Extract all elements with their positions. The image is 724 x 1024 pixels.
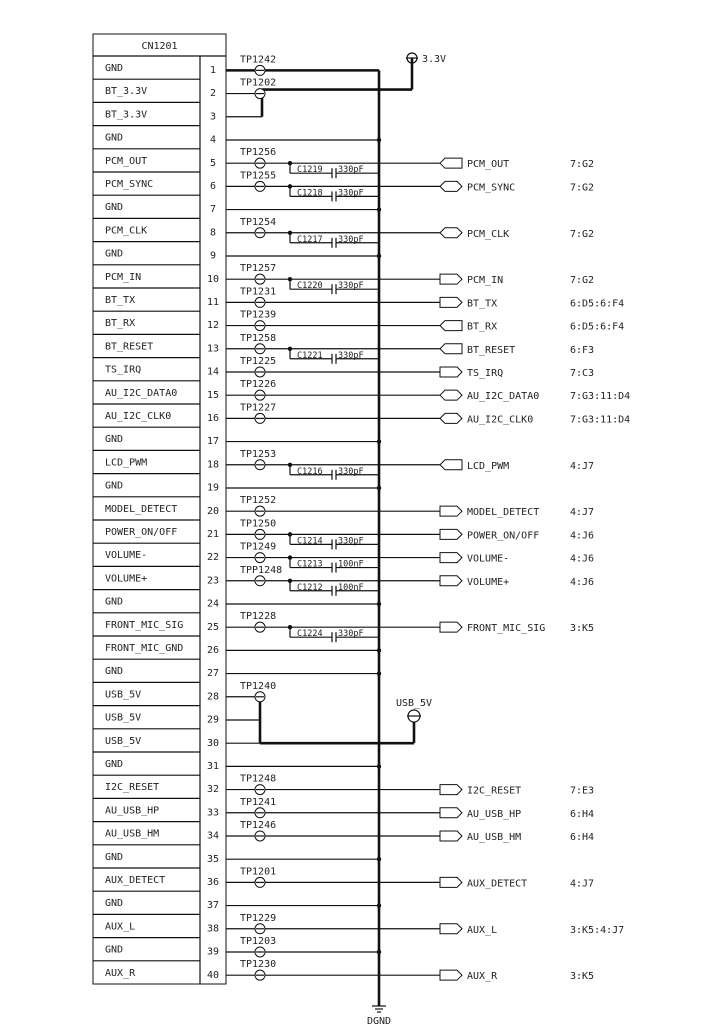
net-port-symbol bbox=[440, 877, 462, 887]
connector-title: CN1201 bbox=[141, 41, 178, 52]
pin-number: 4 bbox=[209, 134, 217, 146]
junction-dot bbox=[377, 857, 381, 861]
net-label: AU_I2C_DATA0 bbox=[467, 391, 540, 403]
pin-signal-label: GND bbox=[105, 434, 124, 446]
sheet-reference: 7:G2 bbox=[570, 275, 595, 287]
net-port-symbol bbox=[440, 274, 462, 284]
pin-number: 22 bbox=[206, 552, 220, 564]
net-port-symbol bbox=[440, 529, 462, 539]
cap-ref: C1220 bbox=[297, 281, 323, 292]
net-label: BT_TX bbox=[467, 298, 498, 310]
net-label: TS_IRQ bbox=[467, 367, 504, 379]
pin-signal-label: PCM_SYNC bbox=[105, 179, 154, 190]
pin-number: 27 bbox=[206, 668, 220, 680]
pin-number: 1 bbox=[209, 65, 217, 76]
pin-number: 33 bbox=[206, 807, 220, 819]
pin-number: 25 bbox=[206, 621, 220, 633]
sheet-reference: 7:G3:11:D4 bbox=[570, 414, 631, 426]
test-point-label: TP1254 bbox=[240, 216, 277, 228]
net-label: PCM_SYNC bbox=[467, 182, 516, 194]
pin-signal-label: VOLUME- bbox=[105, 550, 148, 562]
net-label: POWER_ON/OFF bbox=[467, 530, 540, 542]
cap-ref: C1221 bbox=[297, 350, 323, 361]
net-label: PCM_IN bbox=[467, 275, 504, 287]
pin-number: 20 bbox=[206, 505, 220, 517]
pin-signal-label: TS_IRQ bbox=[105, 364, 142, 376]
sheet-reference: 7:G2 bbox=[570, 159, 595, 171]
cap-ref: C1214 bbox=[297, 536, 323, 547]
test-point-label: TP1252 bbox=[240, 495, 277, 507]
sheet-reference: 4:J7 bbox=[570, 460, 595, 472]
sheet-reference: 6:D5:6:F4 bbox=[570, 298, 625, 310]
pin-number: 32 bbox=[206, 784, 220, 796]
test-point-label: TP1248 bbox=[240, 773, 277, 785]
sheet-reference: 4:J6 bbox=[570, 530, 595, 542]
net-port-symbol bbox=[440, 460, 462, 470]
test-point-label: TP1225 bbox=[240, 355, 277, 367]
test-point-label: TP1241 bbox=[240, 796, 277, 808]
net-label: BT_RX bbox=[467, 321, 498, 333]
pin-number: 30 bbox=[206, 737, 220, 749]
net-label: AUX_L bbox=[467, 924, 498, 936]
junction-dot bbox=[377, 648, 381, 652]
net-port-symbol bbox=[440, 181, 462, 191]
pin-number: 29 bbox=[206, 714, 220, 726]
net-label: VOLUME- bbox=[467, 553, 510, 565]
pin-number: 35 bbox=[206, 853, 220, 865]
sheet-reference: 3:K5 bbox=[570, 623, 595, 635]
net-port-symbol bbox=[440, 297, 462, 307]
cap-ref: C1212 bbox=[297, 582, 323, 593]
cap-ref: C1219 bbox=[297, 165, 323, 176]
cap-value: 330pF bbox=[338, 629, 364, 640]
pin-number: 36 bbox=[206, 877, 220, 888]
net-label: FRONT_MIC_SIG bbox=[467, 623, 546, 635]
sheet-reference: 7:C3 bbox=[570, 367, 595, 379]
test-point-label: TP1250 bbox=[240, 518, 277, 530]
cap-value: 330pF bbox=[338, 466, 364, 477]
pin-signal-label: POWER_ON/OFF bbox=[105, 527, 178, 538]
pin-signal-label: GND bbox=[105, 63, 124, 74]
test-point-label: TP1256 bbox=[240, 147, 277, 159]
net-label: VOLUME+ bbox=[467, 576, 510, 588]
pin-signal-label: AUX_R bbox=[105, 967, 136, 979]
net-port-symbol bbox=[440, 321, 462, 331]
net-port-symbol bbox=[440, 390, 462, 400]
junction-dot bbox=[377, 439, 381, 443]
cap-ref: C1213 bbox=[297, 559, 323, 570]
pin-signal-label: BT_3.3V bbox=[105, 86, 148, 98]
pin-number: 6 bbox=[209, 181, 217, 192]
pin-number: 23 bbox=[206, 575, 220, 587]
test-point-label: TP1255 bbox=[240, 170, 277, 182]
pin-number: 31 bbox=[206, 761, 220, 772]
net-label: AUX_R bbox=[467, 971, 498, 983]
net-port-symbol bbox=[440, 808, 462, 818]
test-point-label: TP1227 bbox=[240, 402, 277, 414]
net-port-symbol bbox=[440, 785, 462, 795]
usb5v-label: USB_5V bbox=[395, 698, 433, 709]
pin-number: 34 bbox=[206, 830, 220, 842]
net-label: MODEL_DETECT bbox=[467, 507, 540, 519]
net-port-symbol bbox=[440, 553, 462, 563]
sheet-reference: 4:J6 bbox=[570, 553, 595, 565]
connector-box bbox=[93, 34, 226, 984]
pin-number: 38 bbox=[206, 923, 220, 935]
test-point-label: TP1246 bbox=[240, 819, 277, 831]
cap-ref: C1218 bbox=[297, 188, 323, 199]
sheet-reference: 6:H4 bbox=[570, 808, 595, 820]
pin-number: 10 bbox=[206, 273, 220, 285]
net-label: PCM_CLK bbox=[467, 228, 510, 240]
net-label: AU_USB_HP bbox=[467, 808, 522, 820]
cap-value: 100nF bbox=[338, 559, 364, 570]
sheet-reference: 4:J7 bbox=[570, 507, 595, 519]
cap-ref: C1217 bbox=[297, 234, 323, 245]
sheet-reference: 3:K5 bbox=[570, 971, 595, 983]
pin-signal-label: GND bbox=[105, 480, 124, 492]
pin-signal-label: GND bbox=[105, 898, 124, 910]
net-port-symbol bbox=[440, 831, 462, 841]
pin-signal-label: GND bbox=[105, 666, 124, 678]
test-point-label: TP1203 bbox=[240, 935, 277, 947]
junction-dot bbox=[377, 950, 381, 954]
sheet-reference: 4:J7 bbox=[570, 878, 595, 890]
pin-signal-label: PCM_CLK bbox=[105, 225, 148, 237]
pin-signal-label: AUX_DETECT bbox=[105, 875, 166, 886]
pin-number: 21 bbox=[206, 529, 220, 540]
pin-number: 39 bbox=[206, 946, 220, 958]
pin-number: 19 bbox=[206, 482, 220, 494]
net-port-symbol bbox=[440, 970, 462, 980]
test-point-label: TP1242 bbox=[240, 54, 277, 66]
test-point-label: TP1202 bbox=[240, 77, 277, 89]
net-label: I2C_RESET bbox=[467, 785, 522, 797]
pin-signal-label: GND bbox=[105, 851, 124, 863]
pin-signal-label: I2C_RESET bbox=[105, 782, 160, 794]
junction-dot bbox=[377, 138, 381, 142]
cap-value: 330pF bbox=[338, 234, 364, 245]
test-point-label: TP1249 bbox=[240, 541, 277, 553]
pin-signal-label: GND bbox=[105, 132, 124, 144]
net-label: LCD_PWM bbox=[467, 460, 510, 472]
pin-number: 8 bbox=[209, 227, 217, 239]
pin-number: 11 bbox=[206, 297, 220, 308]
net-label: AUX_DETECT bbox=[467, 878, 528, 890]
pin-signal-label: BT_3.3V bbox=[105, 109, 148, 121]
pin-signal-label: FRONT_MIC_GND bbox=[105, 643, 184, 654]
test-points bbox=[240, 54, 282, 980]
test-point-label: TP1257 bbox=[240, 263, 277, 275]
sheet-reference: 7:G3:11:D4 bbox=[570, 391, 631, 403]
pin-signal-label: GND bbox=[105, 202, 124, 214]
sheet-reference: 7:G2 bbox=[570, 228, 595, 240]
pin-signal-label: GND bbox=[105, 944, 124, 956]
sheet-reference: 6:F3 bbox=[570, 344, 595, 356]
cap-value: 330pF bbox=[338, 281, 364, 292]
net-port-symbol bbox=[440, 367, 462, 377]
pin-number: 14 bbox=[206, 366, 220, 378]
net-port-symbol bbox=[440, 622, 462, 632]
junction-dot bbox=[377, 207, 381, 211]
test-point-label: TP1226 bbox=[240, 379, 277, 391]
pin-signal-label: AU_I2C_CLK0 bbox=[105, 411, 172, 422]
net-port-symbol bbox=[440, 506, 462, 516]
sheet-reference: 6:H4 bbox=[570, 831, 595, 843]
net-port-symbol bbox=[440, 228, 462, 238]
net-port-symbol bbox=[440, 924, 462, 934]
test-point-label: TP1229 bbox=[240, 912, 277, 924]
net-label: BT_RESET bbox=[467, 344, 516, 356]
pin-signal-label: PCM_IN bbox=[105, 271, 142, 283]
pin-number: 12 bbox=[206, 320, 220, 332]
net-label: AU_USB_HM bbox=[467, 831, 522, 843]
sheet-reference: 7:G2 bbox=[570, 182, 595, 194]
net-label: AU_I2C_CLK0 bbox=[467, 414, 534, 426]
ground-label: DGND bbox=[366, 1016, 392, 1024]
test-point-label: TP1228 bbox=[240, 611, 277, 623]
junction-dot bbox=[377, 764, 381, 768]
pin-signal-label: BT_RESET bbox=[105, 341, 154, 353]
pin-number: 18 bbox=[206, 459, 220, 471]
pin-number: 28 bbox=[206, 691, 220, 703]
test-point-label: TP1230 bbox=[240, 959, 277, 971]
pin-signal-label: AU_USB_HM bbox=[105, 828, 160, 840]
test-point-label: TP1231 bbox=[240, 286, 277, 298]
pin-number: 26 bbox=[206, 645, 220, 656]
test-point-label: TPP1248 bbox=[240, 564, 283, 576]
sheet-reference: 7:E3 bbox=[570, 785, 595, 797]
sheet-reference: 4:J6 bbox=[570, 576, 595, 588]
net-labels bbox=[440, 158, 630, 982]
pin-number: 17 bbox=[206, 436, 220, 448]
pin-number: 2 bbox=[209, 88, 217, 100]
pin-number: 3 bbox=[209, 111, 217, 123]
cap-value: 330pF bbox=[338, 165, 364, 176]
pin-signal-label: PCM_OUT bbox=[105, 155, 148, 167]
net-port-symbol bbox=[440, 344, 462, 354]
pin-signal-label: VOLUME+ bbox=[105, 573, 148, 585]
net-port-symbol bbox=[440, 576, 462, 586]
junction-dot bbox=[377, 486, 381, 490]
cap-value: 330pF bbox=[338, 536, 364, 547]
pin-signal-label: AU_USB_HP bbox=[105, 805, 160, 817]
pin-signal-label: GND bbox=[105, 596, 124, 608]
pin-number: 13 bbox=[206, 343, 220, 355]
pin-number: 15 bbox=[206, 389, 220, 401]
pin-signal-label: FRONT_MIC_SIG bbox=[105, 619, 184, 631]
pin-signal-label: USB_5V bbox=[105, 712, 142, 724]
junction-dot bbox=[377, 254, 381, 258]
pin-signal-label: LCD_PWM bbox=[105, 457, 148, 469]
test-point-label: TP1258 bbox=[240, 332, 277, 344]
pin-signal-label: BT_TX bbox=[105, 295, 136, 306]
cap-value: 100nF bbox=[338, 582, 364, 593]
pin-number: 7 bbox=[209, 204, 217, 216]
junction-dot bbox=[377, 903, 381, 907]
test-point-label: TP1239 bbox=[240, 309, 277, 321]
test-point-label: TP1201 bbox=[240, 866, 277, 878]
v33-label: 3.3V bbox=[422, 54, 447, 65]
cap-ref: C1224 bbox=[297, 629, 323, 640]
pin-number: 5 bbox=[209, 157, 217, 169]
cap-value: 330pF bbox=[338, 188, 364, 199]
pin-signal-label: AU_I2C_DATA0 bbox=[105, 387, 178, 399]
cap-value: 330pF bbox=[338, 350, 364, 361]
pin-number: 40 bbox=[206, 969, 220, 981]
test-point-label: TP1240 bbox=[240, 680, 277, 692]
junction-dot bbox=[377, 671, 381, 675]
pin-number: 16 bbox=[206, 413, 220, 424]
test-point-label: TP1253 bbox=[240, 448, 277, 460]
net-label: PCM_OUT bbox=[467, 159, 510, 171]
pin-number: 9 bbox=[209, 250, 217, 262]
pin-signal-label: USB_5V bbox=[105, 689, 142, 701]
sheet-reference: 6:D5:6:F4 bbox=[570, 321, 625, 333]
net-port-symbol bbox=[440, 158, 462, 168]
pin-number: 24 bbox=[206, 598, 220, 610]
pin-signal-label: GND bbox=[105, 759, 124, 770]
cap-ref: C1216 bbox=[297, 466, 323, 477]
pin-signal-label: GND bbox=[105, 248, 124, 260]
pin-signal-label: USB_5V bbox=[105, 735, 142, 747]
pin-signal-label: BT_RX bbox=[105, 318, 136, 330]
net-port-symbol bbox=[440, 413, 462, 423]
pin-signal-label: MODEL_DETECT bbox=[105, 503, 178, 515]
sheet-reference: 3:K5:4:J7 bbox=[570, 924, 625, 936]
pin-signal-label: AUX_L bbox=[105, 921, 136, 933]
junction-dot bbox=[377, 602, 381, 606]
pin-number: 37 bbox=[206, 900, 220, 912]
